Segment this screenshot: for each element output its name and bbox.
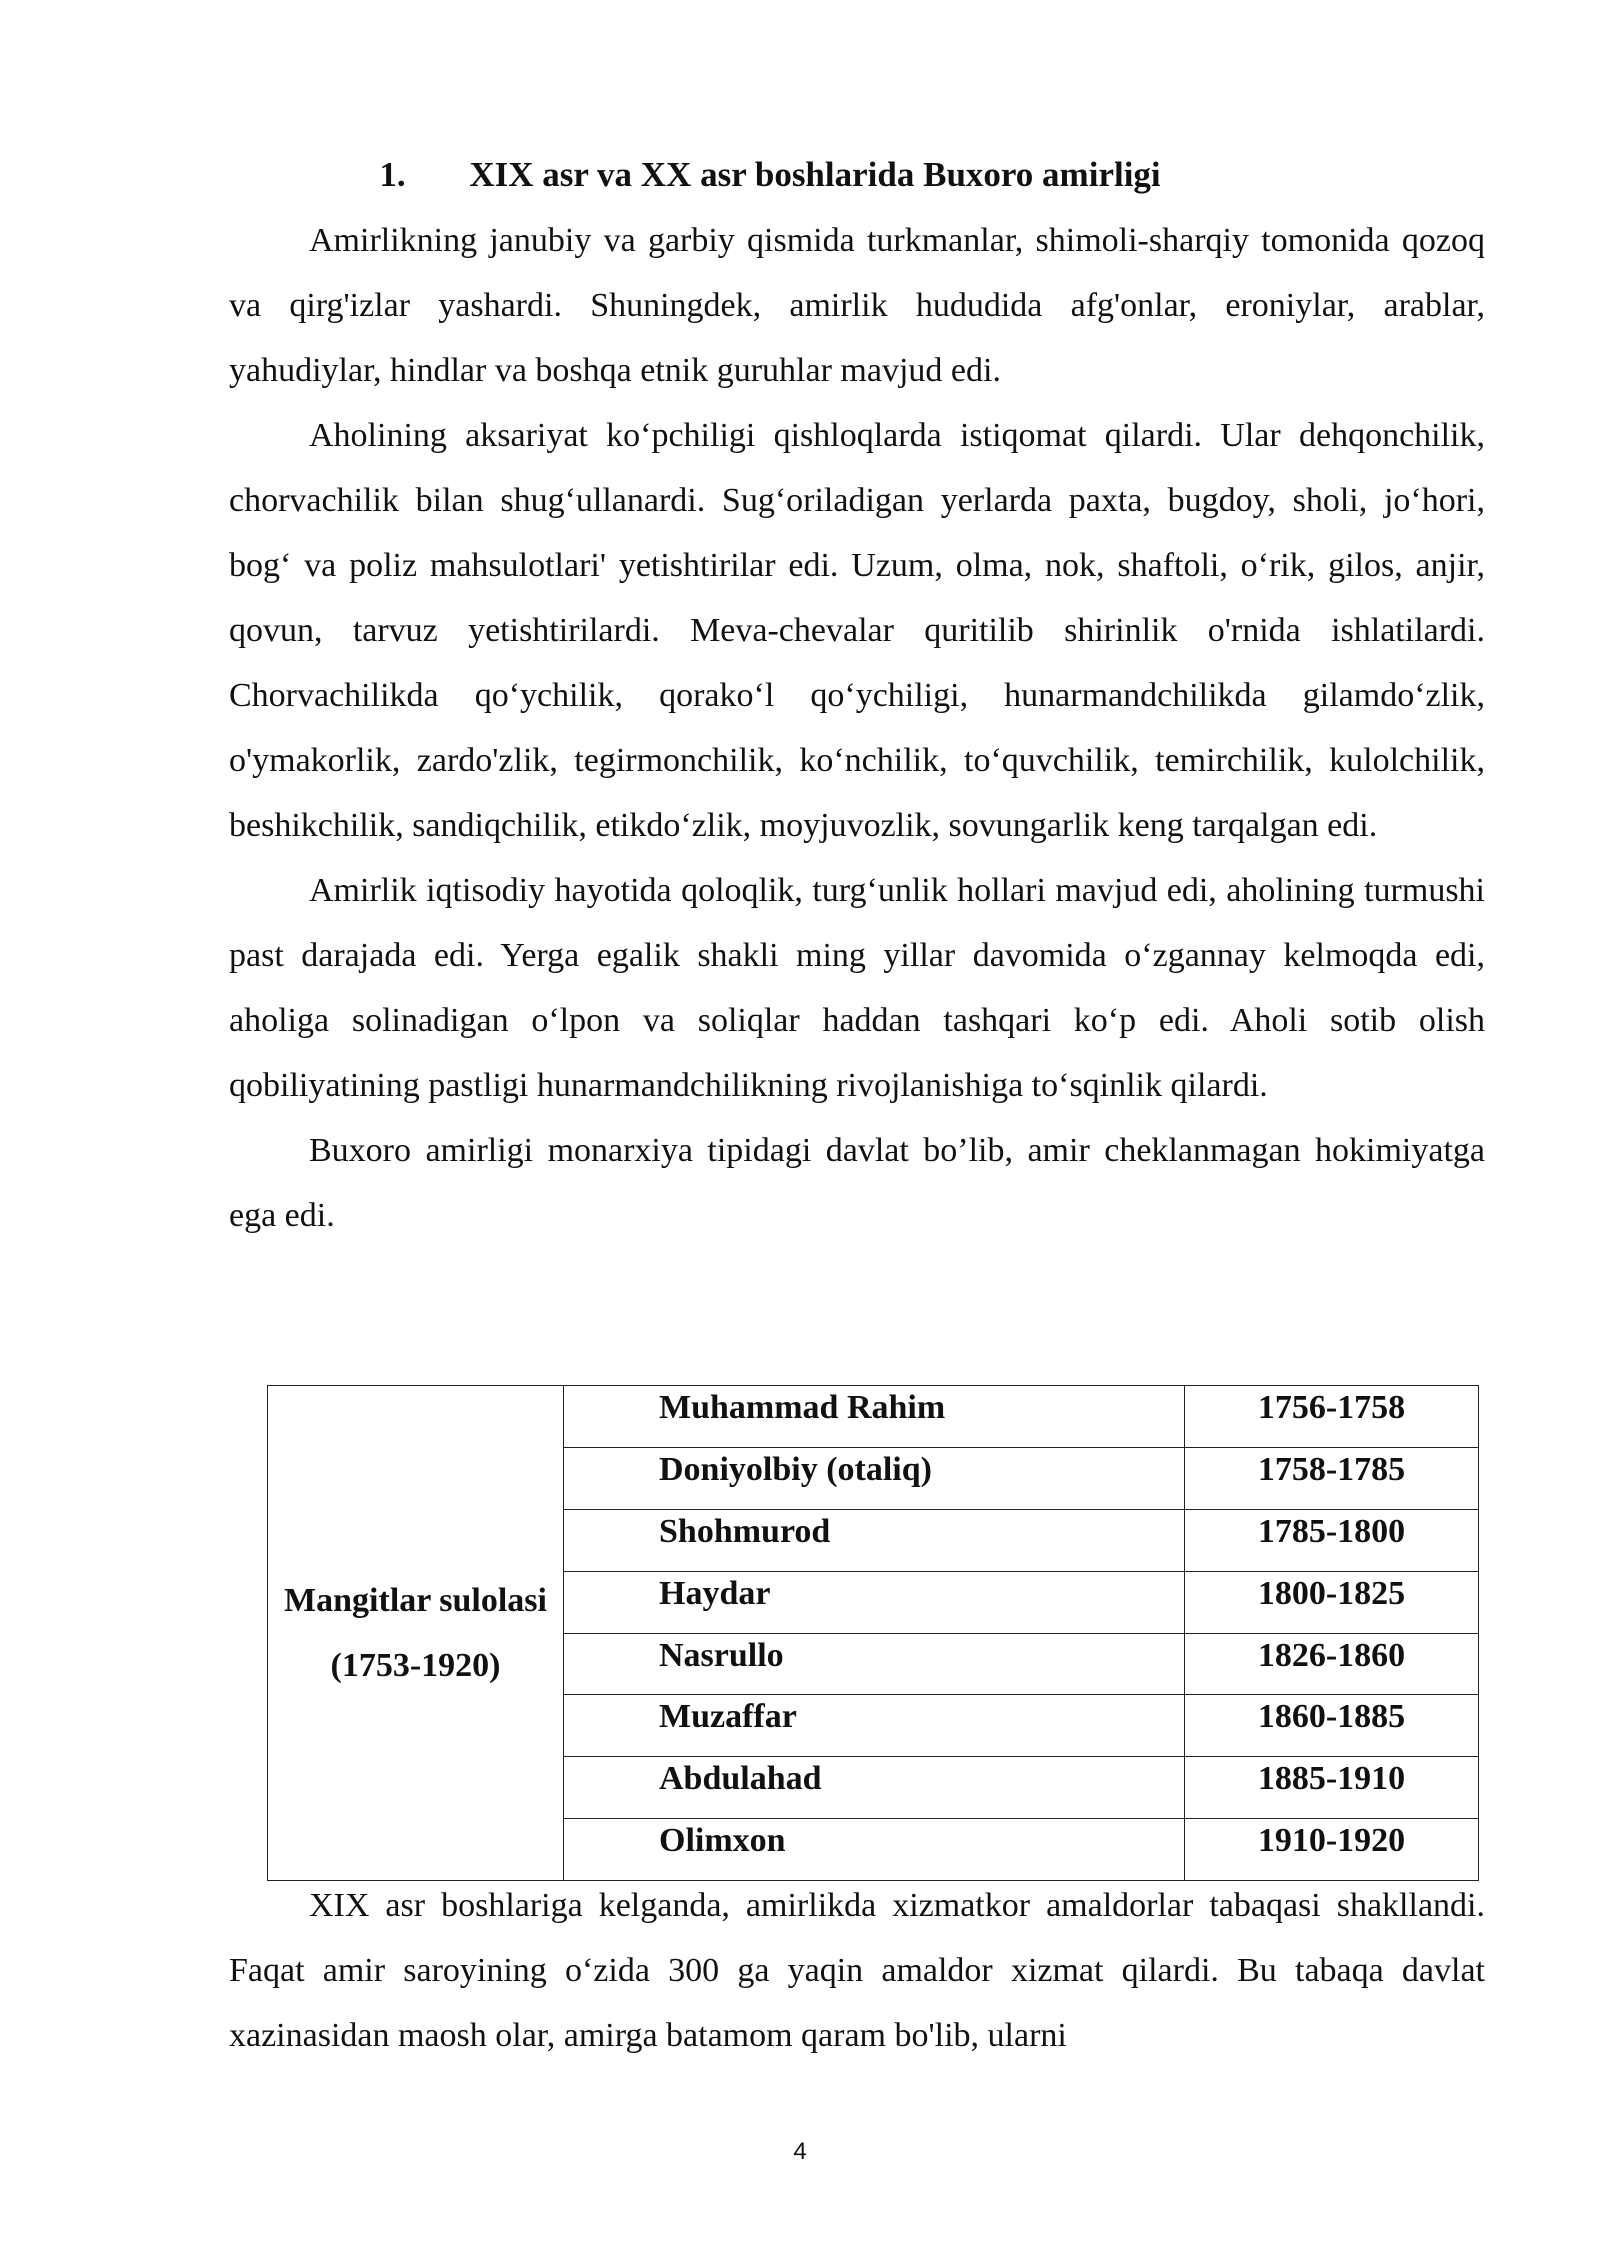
section-number: 1. (379, 155, 406, 194)
reign-years-cell: 1910-1920 (1185, 1819, 1479, 1881)
ruler-name-cell: Haydar (564, 1571, 1185, 1633)
page-number: 4 (793, 2138, 807, 2165)
rulers-table (267, 1385, 1479, 1881)
ruler-name-cell: Olimxon (564, 1819, 1185, 1881)
section-title: XIX asr va XX asr boshlarida Buxoro amirligi (469, 155, 1161, 194)
paragraph: Buxoro amirligi monarxiya tipidagi davlat bo’lib, amir cheklanmagan hokimiyatga ega edi. (229, 1132, 1485, 1234)
paragraph: Aholining aksariyat ko‘pchiligi qishloqlarda istiqomat qilardi. Ular dehqonchilik, chorvachilik bilan shug‘ullanardi. Sug‘oriladigan yerlarda paxta, bugdoy, sholi, jo‘hori, bog‘ va poliz mahsulotlari' yetishtirilar edi. Uzum, olma, nok, shaftoli, o‘rik, gilos, anjir, qovun, tarvuz yetishtirilardi. Meva-chevalar quritilib shirinlik o'rnida ishlatilardi. Chorvachilikda qo‘ychilik, qorako‘l qo‘ychiligi, hunarmandchilikda gilamdo‘zlik, o'ymakorlik, zardo'zlik, tegirmonchilik, ko‘nchilik, to‘quvchilik, temirchilik, kulolchilik, beshikchilik, sandiqchilik, etikdo‘zlik, moyjuvozlik, sovungarlik keng tarqalgan edi. (229, 417, 1485, 844)
body-text-before-table (229, 208, 1485, 1248)
body-text-after-table (229, 1873, 1485, 2068)
reign-years-cell: 1785-1800 (1185, 1509, 1479, 1571)
reign-years-cell: 1758-1785 (1185, 1447, 1479, 1509)
reign-years-cell: 1885-1910 (1185, 1757, 1479, 1819)
ruler-name-cell: Doniyolbiy (otaliq) (564, 1447, 1185, 1509)
paragraph: Amirlikning janubiy va garbiy qismida turkmanlar, shimoli-sharqiy tomonida qozoq va qirg'izlar yashardi. Shuningdek, amirlik hududida afg'onlar, eroniylar, arablar, yahudiylar, hindlar va boshqa etnik guruhlar mavjud edi. (229, 222, 1485, 389)
section-heading (0, 150, 1600, 200)
reign-years-cell: 1860-1885 (1185, 1695, 1479, 1757)
ruler-name-cell: Muhammad Rahim (564, 1386, 1185, 1448)
paragraph: Amirlik iqtisodiy hayotida qoloqlik, turg‘unlik hollari mavjud edi, aholining turmushi past darajada edi. Yerga egalik shakli ming yillar davomida o‘zgannay kelmoqda edi, aholiga solinadigan o‘lpon va soliqlar haddan tashqari ko‘p edi. Aholi sotib olish qobiliyatining pastligi hunarmandchilikning rivojlanishiga to‘sqinlik qilardi. (229, 872, 1485, 1104)
ruler-name-cell: Abdulahad (564, 1757, 1185, 1819)
reign-years-cell: 1826-1860 (1185, 1633, 1479, 1695)
ruler-name-cell: Muzaffar (564, 1695, 1185, 1757)
reign-years-cell: 1800-1825 (1185, 1571, 1479, 1633)
reign-years-cell: 1756-1758 (1185, 1386, 1479, 1448)
dynasty-cell: Mangitlar sulolasi (1753-1920) (268, 1386, 564, 1881)
ruler-name-cell: Nasrullo (564, 1633, 1185, 1695)
table-row (268, 1386, 1479, 1448)
ruler-name-cell: Shohmurod (564, 1509, 1185, 1571)
paragraph: XIX asr boshlariga kelganda, amirlikda xizmatkor amaldorlar tabaqasi shakllandi. Faqat amir saroyining o‘zida 300 ga yaqin amaldor xizmat qilardi. Bu tabaqa davlat xazinasidan maosh olar, amirga batamom qaram bo'lib, ularni (229, 1887, 1485, 2054)
